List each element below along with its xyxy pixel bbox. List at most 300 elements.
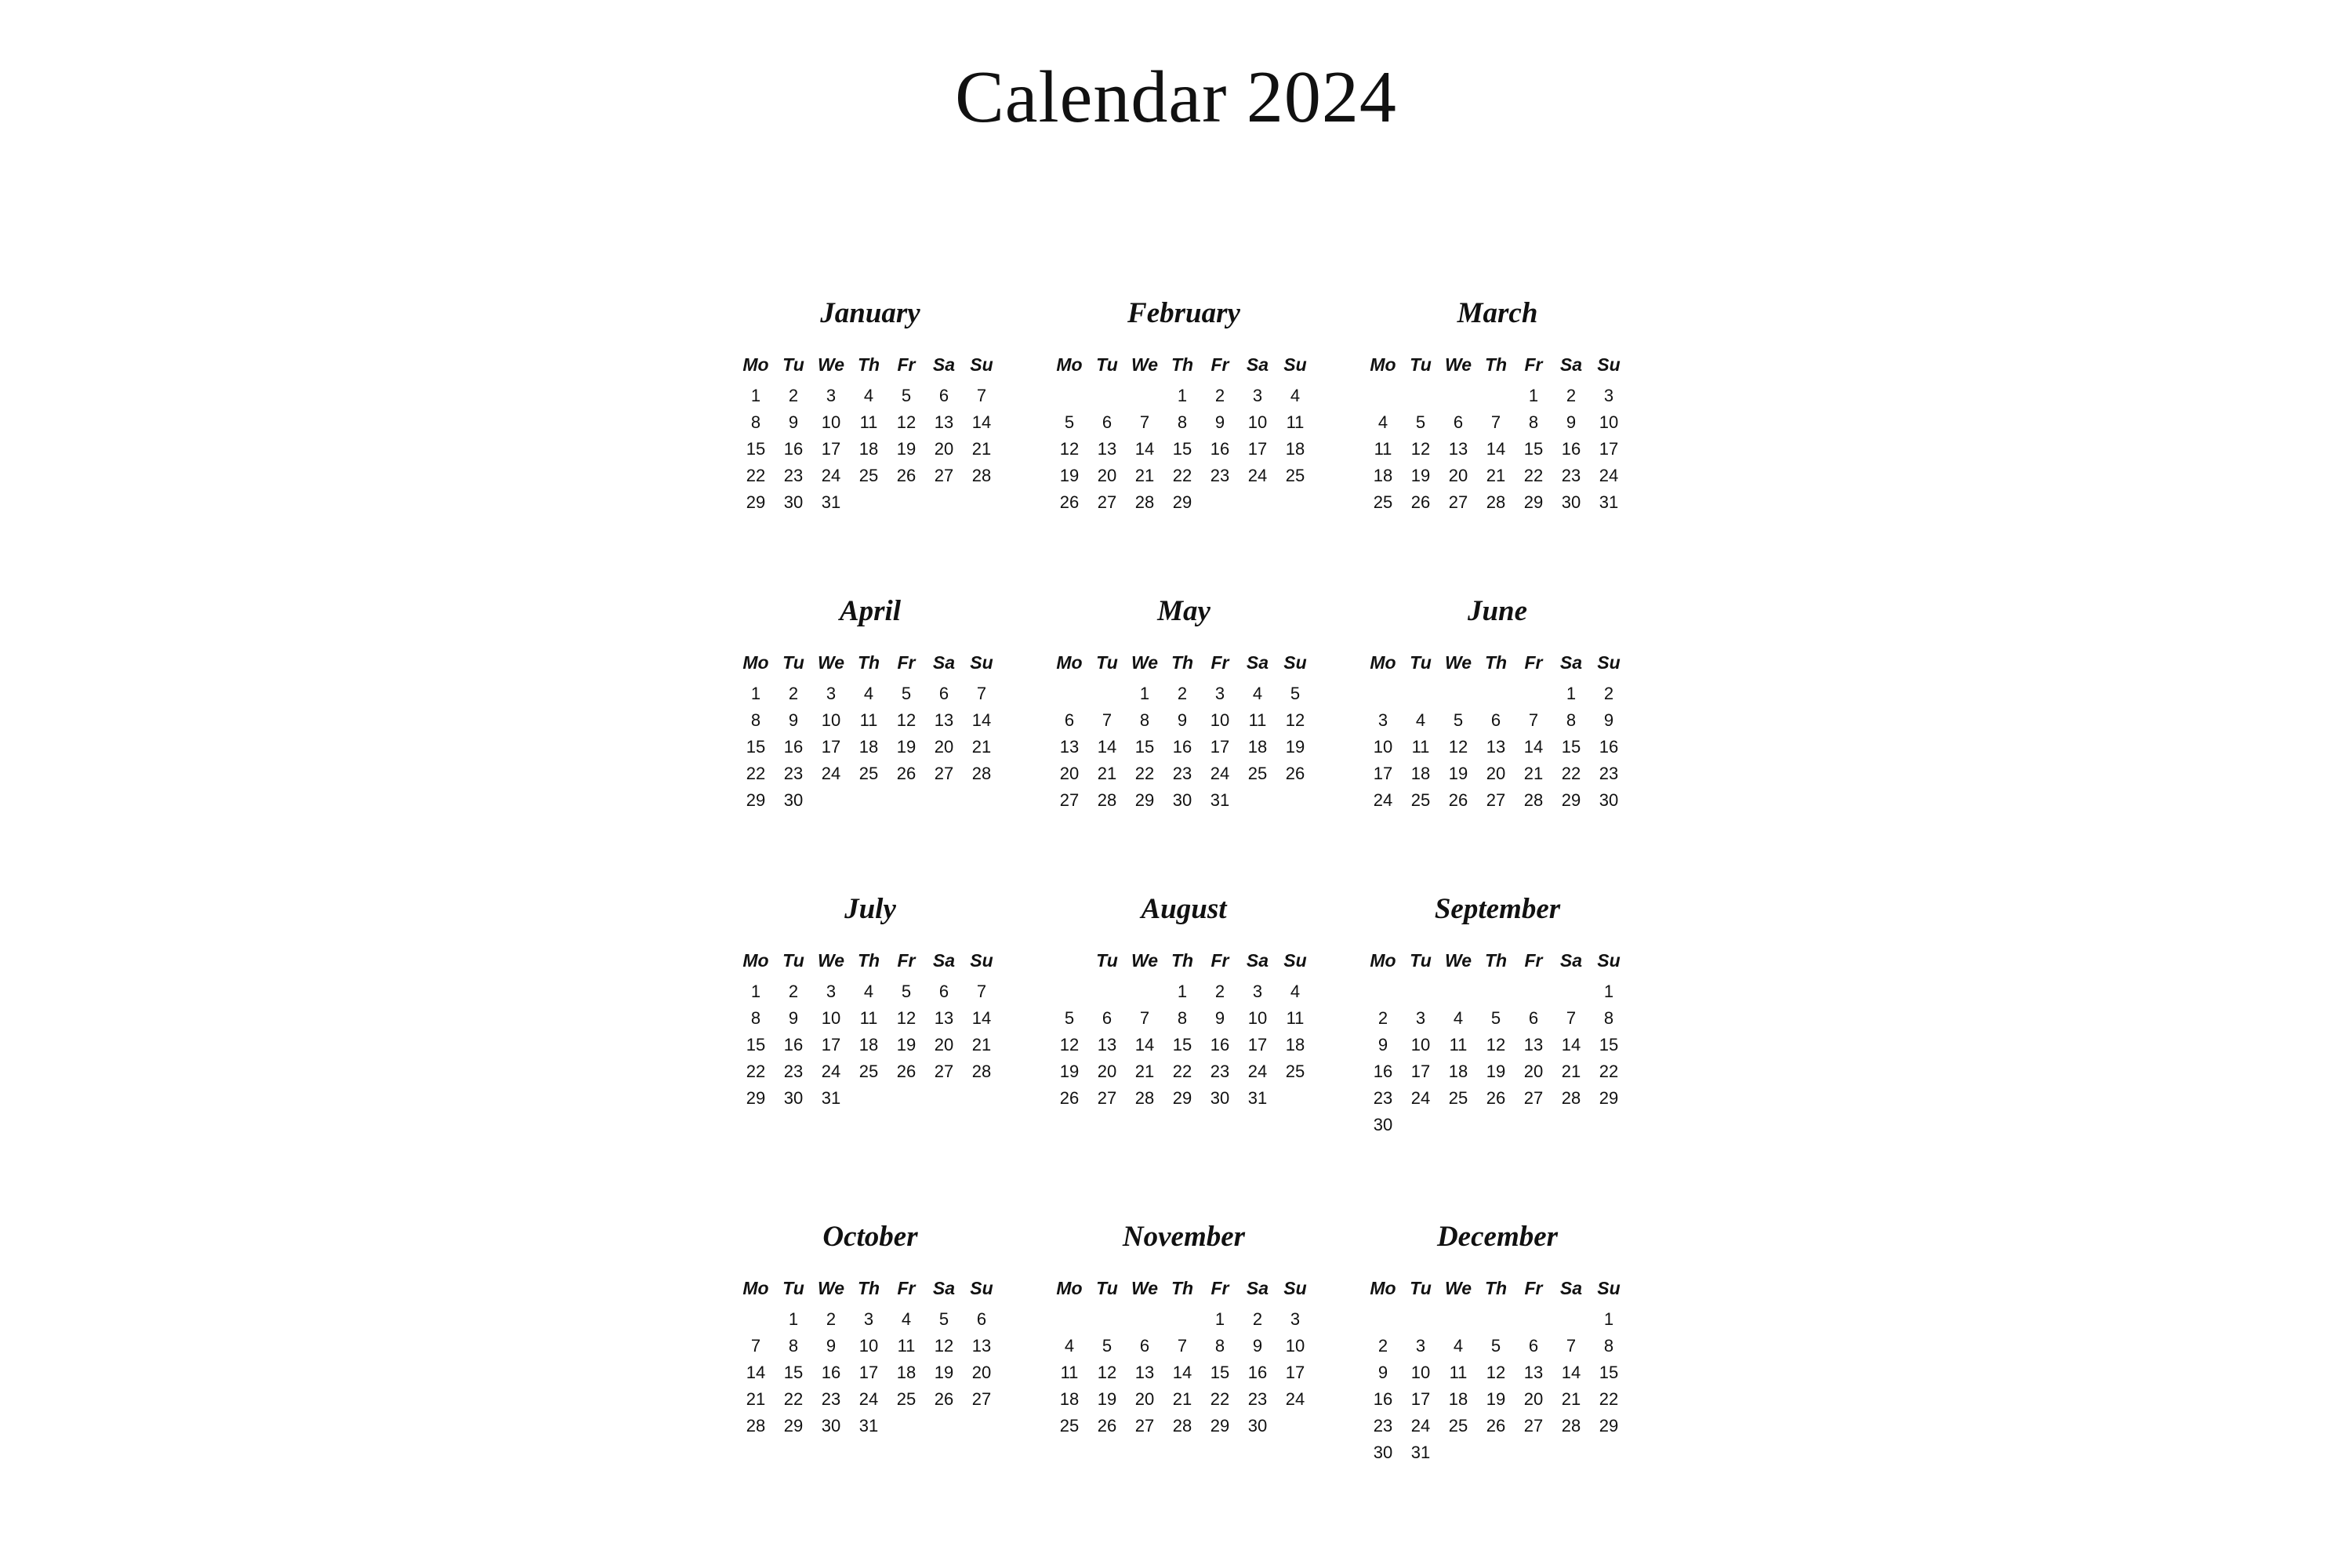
day-cell: 3 [1377,710,1388,730]
day-cell: 16 [1247,1363,1268,1382]
day-cell: 23 [1210,1062,1230,1081]
day-cell: 11 [1449,1363,1468,1382]
weekday-header: Tu [782,1278,804,1298]
weekday-header: Th [1171,652,1194,673]
day-cell: 23 [1373,1088,1393,1108]
day-cell: 3 [826,982,837,1001]
day-cell: 26 [1486,1416,1506,1436]
weekday-header: Mo [1056,1278,1083,1298]
day-cell: 6 [1102,1008,1112,1028]
day-cell: 7 [1528,710,1539,730]
day-cell: 1 [1177,386,1188,405]
day-cell: 11 [1449,1035,1468,1054]
month-name: September [1434,893,1561,925]
weekday-header: Th [857,950,880,971]
weekday-header: We [817,354,845,375]
weekday-header: Sa [932,354,956,375]
day-cell: 18 [858,737,879,757]
day-cell: 30 [1373,1443,1393,1462]
weekday-header: Sa [932,652,956,673]
weekday-header: Th [857,1278,880,1298]
weekday-header: Th [1484,354,1508,375]
day-cell: 3 [826,386,837,405]
day-cell: 12 [896,710,916,730]
day-cell: 28 [971,466,992,485]
weekday-header: Su [1283,950,1307,971]
day-cell: 29 [783,1416,804,1436]
day-cell: 5 [1064,412,1075,432]
day-cell: 7 [750,1336,761,1356]
day-cell: 5 [901,982,912,1001]
weekday-header: Sa [1559,354,1583,375]
day-cell: 22 [1172,1062,1192,1081]
day-cell: 8 [1177,1008,1188,1028]
day-cell: 2 [788,982,799,1001]
day-cell: 20 [971,1363,992,1382]
day-cell: 21 [1134,1062,1155,1081]
day-cell: 11 [1286,1008,1305,1028]
day-cell: 26 [1285,764,1305,783]
day-cell: 16 [821,1363,841,1382]
day-cell: 3 [1252,982,1263,1001]
day-cell: 14 [971,412,992,432]
day-cell: 26 [1097,1416,1117,1436]
day-cell: 9 [826,1336,837,1356]
day-cell: 5 [1490,1336,1501,1356]
day-cell: 18 [896,1363,916,1382]
day-cell: 8 [750,710,761,730]
weekday-header: Th [857,354,880,375]
day-cell: 6 [1102,412,1112,432]
day-cell: 19 [1448,764,1468,783]
day-cell: 6 [938,982,949,1001]
weekday-header: Mo [1056,354,1083,375]
day-cell: 19 [1059,1062,1080,1081]
day-cell: 4 [1377,412,1388,432]
day-cell: 30 [1599,790,1619,810]
weekday-header: Tu [1096,1278,1118,1298]
day-cell: 22 [1523,466,1544,485]
day-cell: 9 [1377,1363,1388,1382]
day-cell: 13 [1097,1035,1117,1054]
day-cell: 5 [901,386,912,405]
day-cell: 1 [1566,684,1577,703]
month-name: April [839,595,902,627]
day-cell: 18 [858,439,879,459]
weekday-header: Th [1484,652,1508,673]
day-cell: 16 [1599,737,1619,757]
weekday-header: Fr [1524,652,1543,673]
day-cell: 10 [821,412,841,432]
day-cell: 9 [1252,1336,1263,1356]
weekday-header: Su [970,652,993,673]
month-name: October [822,1221,918,1253]
day-cell: 21 [971,439,992,459]
day-cell: 28 [746,1416,766,1436]
day-cell: 25 [858,1062,879,1081]
day-cell: 1 [1603,982,1614,1001]
day-cell: 17 [1247,439,1268,459]
day-cell: 2 [1177,684,1188,703]
day-cell: 29 [1134,790,1155,810]
day-cell: 22 [1134,764,1155,783]
day-cell: 30 [1561,492,1581,512]
day-cell: 1 [750,684,761,703]
day-cell: 9 [1214,1008,1225,1028]
day-cell: 22 [1210,1389,1230,1409]
day-cell: 9 [788,1008,799,1028]
day-cell: 19 [1410,466,1431,485]
day-cell: 16 [1561,439,1581,459]
day-cell: 14 [1561,1035,1581,1054]
day-cell: 12 [1097,1363,1117,1382]
day-cell: 11 [1060,1363,1079,1382]
day-cell: 23 [1210,466,1230,485]
day-cell: 27 [934,764,954,783]
day-cell: 20 [1097,1062,1117,1081]
day-cell: 25 [1373,492,1393,512]
day-cell: 10 [1410,1035,1431,1054]
day-cell: 2 [1214,386,1225,405]
day-cell: 23 [1172,764,1192,783]
day-cell: 22 [783,1389,804,1409]
day-cell: 16 [783,439,804,459]
day-cell: 24 [821,1062,841,1081]
day-cell: 12 [1410,439,1431,459]
day-cell: 10 [1410,1363,1431,1382]
day-cell: 12 [1486,1035,1506,1054]
day-cell: 11 [1411,737,1430,757]
day-cell: 24 [1210,764,1230,783]
day-cell: 13 [934,412,954,432]
day-cell: 22 [746,764,766,783]
day-cell: 23 [783,466,804,485]
day-cell: 20 [1097,466,1117,485]
day-cell: 8 [750,1008,761,1028]
day-cell: 29 [1172,492,1192,512]
day-cell: 17 [1210,737,1230,757]
weekday-header: Tu [1096,354,1118,375]
weekday-header: Mo [1056,652,1083,673]
day-cell: 30 [783,492,804,512]
day-cell: 22 [1561,764,1581,783]
day-cell: 17 [821,1035,841,1054]
weekday-header: Th [1484,950,1508,971]
day-cell: 9 [788,710,799,730]
weekday-header: Sa [932,1278,956,1298]
weekday-header: We [1444,652,1472,673]
day-cell: 31 [1247,1088,1268,1108]
weekday-header: Tu [782,652,804,673]
day-cell: 19 [1285,737,1305,757]
day-cell: 14 [1172,1363,1192,1382]
day-cell: 10 [1599,412,1619,432]
day-cell: 31 [821,1088,841,1108]
weekday-header: Th [1484,1278,1508,1298]
day-cell: 27 [1134,1416,1155,1436]
day-cell: 24 [1373,790,1393,810]
day-cell: 8 [1177,412,1188,432]
day-cell: 6 [1453,412,1464,432]
day-cell: 4 [1290,386,1301,405]
day-cell: 18 [1285,439,1305,459]
weekday-header: Th [1171,1278,1194,1298]
day-cell: 11 [1286,412,1305,432]
day-cell: 2 [1252,1309,1263,1329]
weekday-header: Sa [1559,652,1583,673]
day-cell: 7 [1102,710,1112,730]
day-cell: 25 [1285,1062,1305,1081]
month-name: December [1436,1221,1559,1253]
day-cell: 16 [1210,1035,1230,1054]
weekday-header: Sa [1246,950,1269,971]
day-cell: 19 [896,1035,916,1054]
day-cell: 28 [1523,790,1544,810]
day-cell: 6 [1139,1336,1150,1356]
day-cell: 27 [971,1389,992,1409]
day-cell: 15 [1599,1363,1619,1382]
day-cell: 17 [858,1363,879,1382]
day-cell: 30 [1247,1416,1268,1436]
day-cell: 4 [1290,982,1301,1001]
day-cell: 25 [896,1389,916,1409]
day-cell: 20 [934,737,954,757]
weekday-header: We [817,1278,845,1298]
day-cell: 28 [1134,492,1155,512]
weekday-header: Su [1597,1278,1621,1298]
day-cell: 11 [1248,710,1267,730]
day-cell: 26 [896,1062,916,1081]
day-cell: 7 [1566,1008,1577,1028]
day-cell: 1 [750,386,761,405]
day-cell: 26 [1059,1088,1080,1108]
day-cell: 30 [783,1088,804,1108]
day-cell: 27 [1097,492,1117,512]
day-cell: 7 [1566,1336,1577,1356]
day-cell: 4 [1064,1336,1075,1356]
day-cell: 14 [971,710,992,730]
weekday-header: Tu [1096,950,1118,971]
day-cell: 24 [1247,466,1268,485]
day-cell: 18 [1410,764,1431,783]
day-cell: 14 [1134,1035,1155,1054]
day-cell: 7 [1490,412,1501,432]
weekday-header: Tu [1410,652,1432,673]
weekday-header: Sa [1246,354,1269,375]
weekday-header: We [1131,354,1159,375]
day-cell: 13 [1059,737,1080,757]
day-cell: 3 [1214,684,1225,703]
day-cell: 7 [1139,1008,1150,1028]
day-cell: 30 [1172,790,1192,810]
weekday-header: We [817,652,845,673]
day-cell: 8 [1603,1008,1614,1028]
day-cell: 14 [971,1008,992,1028]
day-cell: 6 [1528,1008,1539,1028]
day-cell: 16 [1172,737,1192,757]
day-cell: 8 [1214,1336,1225,1356]
day-cell: 10 [858,1336,879,1356]
day-cell: 30 [821,1416,841,1436]
day-cell: 3 [1290,1309,1301,1329]
day-cell: 15 [1172,439,1192,459]
weekday-header: Th [857,652,880,673]
weekday-header: Mo [742,1278,769,1298]
day-cell: 15 [746,737,766,757]
day-cell: 25 [1448,1416,1468,1436]
day-cell: 3 [1415,1008,1426,1028]
day-cell: 20 [1486,764,1506,783]
day-cell: 12 [1448,737,1468,757]
day-cell: 23 [783,764,804,783]
weekday-header: We [1131,950,1159,971]
day-cell: 22 [746,466,766,485]
day-cell: 8 [1139,710,1150,730]
day-cell: 21 [1486,466,1506,485]
day-cell: 3 [826,684,837,703]
day-cell: 29 [1523,492,1544,512]
day-cell: 14 [1523,737,1544,757]
day-cell: 15 [746,439,766,459]
day-cell: 3 [1415,1336,1426,1356]
day-cell: 27 [1523,1416,1544,1436]
day-cell: 28 [971,1062,992,1081]
day-cell: 20 [1523,1389,1544,1409]
day-cell: 31 [1599,492,1619,512]
weekday-header: Fr [1524,1278,1543,1298]
day-cell: 13 [971,1336,992,1356]
day-cell: 15 [1172,1035,1192,1054]
day-cell: 10 [1373,737,1393,757]
day-cell: 8 [1603,1336,1614,1356]
weekday-header: Fr [897,652,916,673]
weekday-header: Fr [1210,354,1229,375]
day-cell: 27 [934,466,954,485]
weekday-header: We [1444,950,1472,971]
day-cell: 4 [863,386,874,405]
day-cell: 6 [1490,710,1501,730]
day-cell: 29 [1172,1088,1192,1108]
day-cell: 31 [821,492,841,512]
day-cell: 4 [863,982,874,1001]
day-cell: 20 [934,1035,954,1054]
month-name: March [1457,297,1538,329]
day-cell: 2 [788,386,799,405]
weekday-header: Tu [1410,1278,1432,1298]
month-name: August [1141,893,1227,925]
weekday-header: Su [970,950,993,971]
day-cell: 22 [1599,1062,1619,1081]
weekday-header: Th [1171,950,1194,971]
day-cell: 28 [1097,790,1117,810]
weekday-header: Su [1597,652,1621,673]
day-cell: 20 [934,439,954,459]
day-cell: 18 [1448,1062,1468,1081]
day-cell: 2 [1377,1336,1388,1356]
day-cell: 17 [1410,1389,1431,1409]
day-cell: 26 [1059,492,1080,512]
day-cell: 15 [783,1363,804,1382]
day-cell: 1 [1177,982,1188,1001]
day-cell: 27 [1059,790,1080,810]
day-cell: 17 [1599,439,1619,459]
day-cell: 9 [1603,710,1614,730]
day-cell: 27 [934,1062,954,1081]
day-cell: 7 [1139,412,1150,432]
day-cell: 5 [901,684,912,703]
day-cell: 15 [1523,439,1544,459]
day-cell: 23 [1599,764,1619,783]
weekday-header: Mo [742,950,769,971]
day-cell: 5 [938,1309,949,1329]
day-cell: 3 [1603,386,1614,405]
weekday-header: Tu [782,950,804,971]
weekday-header: Th [1171,354,1194,375]
day-cell: 26 [1486,1088,1506,1108]
day-cell: 4 [1453,1336,1464,1356]
weekday-header: We [1444,1278,1472,1298]
weekday-header: Tu [1410,354,1432,375]
day-cell: 21 [1561,1062,1581,1081]
month-name: May [1157,595,1210,627]
day-cell: 8 [1528,412,1539,432]
day-cell: 21 [971,737,992,757]
day-cell: 9 [1377,1035,1388,1054]
day-cell: 2 [826,1309,837,1329]
weekday-header: Mo [1370,950,1396,971]
day-cell: 13 [1523,1363,1544,1382]
day-cell: 11 [859,1008,878,1028]
day-cell: 2 [1377,1008,1388,1028]
month-name: June [1467,595,1528,627]
day-cell: 30 [1210,1088,1230,1108]
weekday-header: Fr [1210,652,1229,673]
day-cell: 4 [1453,1008,1464,1028]
day-cell: 20 [1059,764,1080,783]
day-cell: 16 [1373,1062,1393,1081]
day-cell: 2 [1214,982,1225,1001]
month-name: February [1127,297,1240,329]
day-cell: 1 [1214,1309,1225,1329]
day-cell: 26 [1410,492,1431,512]
day-cell: 9 [788,412,799,432]
weekday-header: Su [1283,354,1307,375]
day-cell: 19 [934,1363,954,1382]
weekday-header: Fr [1524,354,1543,375]
weekday-header: Sa [1246,652,1269,673]
day-cell: 5 [1290,684,1301,703]
day-cell: 3 [1252,386,1263,405]
day-cell: 12 [1059,439,1080,459]
day-cell: 11 [859,710,878,730]
day-cell: 21 [1523,764,1544,783]
day-cell: 29 [1599,1088,1619,1108]
day-cell: 17 [1247,1035,1268,1054]
day-cell: 8 [788,1336,799,1356]
day-cell: 14 [1561,1363,1581,1382]
day-cell: 24 [1410,1088,1431,1108]
day-cell: 24 [1247,1062,1268,1081]
day-cell: 9 [1214,412,1225,432]
day-cell: 22 [746,1062,766,1081]
day-cell: 15 [1599,1035,1619,1054]
day-cell: 19 [1486,1062,1506,1081]
day-cell: 31 [1210,790,1230,810]
weekday-header: Fr [1210,1278,1229,1298]
day-cell: 1 [1139,684,1150,703]
page-title: Calendar 2024 [955,56,1397,138]
day-cell: 23 [783,1062,804,1081]
